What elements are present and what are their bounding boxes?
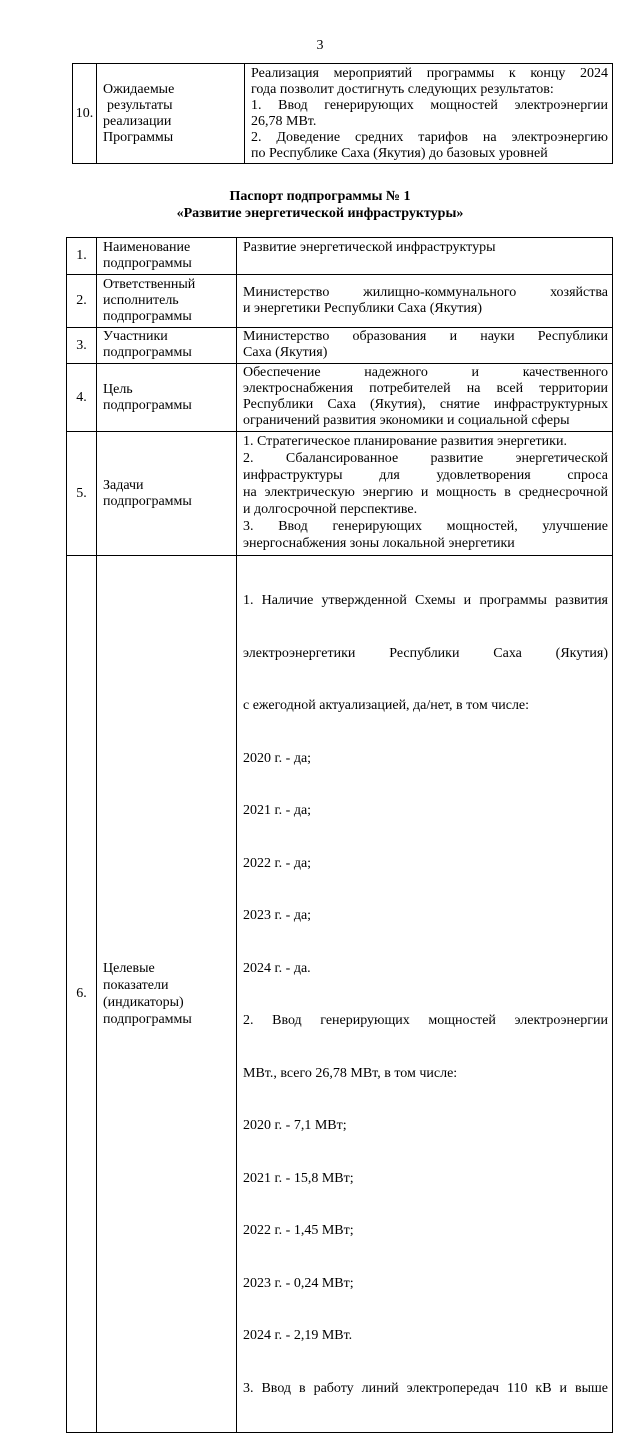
page-number: 3 <box>316 38 324 53</box>
name-line: подпрограммы <box>103 1012 192 1027</box>
name-line: Цель <box>103 381 133 397</box>
program-passport-table-continuation <box>72 63 613 164</box>
row-content <box>237 432 613 556</box>
content-line: и долгосрочной перспективе. <box>243 502 418 517</box>
row-name <box>97 275 237 328</box>
table-row <box>67 328 613 364</box>
content-line: Саха (Якутия) <box>243 345 328 360</box>
content-line: Республики Саха (Якутия), снятие инфраструктурных <box>243 397 608 412</box>
content-line: и энергетики Республики Саха (Якутия) <box>243 301 483 316</box>
row-name <box>97 364 237 432</box>
subprogram-passport-table <box>66 237 613 1433</box>
content-line: года позволит достигнуть следующих результатов: <box>251 82 554 97</box>
name-line: исполнитель <box>103 293 179 308</box>
passport-title-line1: Паспорт подпрограммы № 1 <box>229 189 411 204</box>
content-line: 1. Стратегическое планирование развития энергетики. <box>243 434 567 449</box>
table-row <box>67 364 613 432</box>
content-line: Развитие энергетической инфраструктуры <box>243 240 496 255</box>
row-content <box>237 275 613 328</box>
table-row <box>67 556 613 1433</box>
content-line: 2020 г. - да; <box>243 750 312 766</box>
content-line: 2022 г. - да; <box>243 855 312 871</box>
content-line: 1. Ввод генерирующих мощностей электроэнергии <box>251 98 608 113</box>
content-line: 2021 г. - да; <box>243 803 312 818</box>
content-line: инфраструктуры для удовлетворения спроса <box>243 468 608 483</box>
content-line: электроэнергетики Республики Саха (Якутия) <box>243 645 608 661</box>
row-number: 5. <box>67 432 97 556</box>
content-line: 2. Доведение средних тарифов на электроэнергию <box>251 130 608 145</box>
content-line: 3. Ввод генерирующих мощностей, улучшение <box>243 519 608 534</box>
name-line: Программы <box>103 129 174 145</box>
content-line: 2023 г. - 0,24 МВт; <box>243 1275 354 1291</box>
row-content <box>237 238 613 275</box>
name-line: подпрограммы <box>103 345 192 360</box>
row-content <box>237 556 613 1433</box>
row-content <box>237 364 613 432</box>
content-line: 3. Ввод в работу линий электропередач 110 кВ и выше <box>243 1380 608 1396</box>
content-line: 2024 г. - 2,19 МВт. <box>243 1328 353 1343</box>
content-line: электроснабжения потребителей на всей территории <box>243 381 608 396</box>
row-number: 3. <box>67 328 97 364</box>
content-line: 2020 г. - 7,1 МВт; <box>243 1118 347 1133</box>
name-line: Участники <box>103 329 168 344</box>
name-line: показатели <box>103 978 169 993</box>
row-name <box>97 556 237 1433</box>
name-line: подпрограммы <box>103 397 192 413</box>
content-line: Реализация мероприятий программы к концу 2024 <box>251 66 608 81</box>
content-line: энергоснабжения зоны локальной энергетики <box>243 536 515 551</box>
name-line: Ответственный <box>103 277 196 292</box>
content-line: Министерство жилищно-коммунального хозяйства <box>243 285 608 300</box>
content-line: МВт., всего 26,78 МВт, в том числе: <box>243 1065 458 1081</box>
name-line: Целевые <box>103 961 155 976</box>
content-line: с ежегодной актуализацией, да/нет, в том числе: <box>243 698 530 713</box>
content-line: ограничений развития экономики и социальной сферы <box>243 413 570 428</box>
row-name <box>97 64 245 164</box>
row-name <box>97 328 237 364</box>
row-number: 10. <box>73 64 97 164</box>
name-line: (индикаторы) <box>103 995 184 1010</box>
content-line: 2024 г. - да. <box>243 960 311 976</box>
row-number: 6. <box>67 556 97 1433</box>
name-line: результаты <box>107 97 173 113</box>
content-line: 26,78 МВт. <box>251 114 317 129</box>
row-content <box>245 64 613 164</box>
row-number: 4. <box>67 364 97 432</box>
table-row <box>67 432 613 556</box>
content-line: на электрическую энергию и мощность в среднесрочной <box>243 485 608 500</box>
passport-title-line2: «Развитие энергетической инфраструктуры» <box>176 206 464 221</box>
content-line: 2021 г. - 15,8 МВт; <box>243 1170 354 1186</box>
name-line: Ожидаемые <box>103 81 175 97</box>
name-line: подпрограммы <box>103 493 192 509</box>
table-row <box>73 64 613 164</box>
name-line: Задачи <box>103 477 144 493</box>
passport-title <box>0 188 640 222</box>
name-line: Наименование <box>103 240 191 255</box>
content-line: по Республике Саха (Якутия) до базовых уровней <box>251 146 548 161</box>
name-line: реализации <box>103 113 172 129</box>
content-line: 2023 г. - да; <box>243 908 312 923</box>
row-content <box>237 328 613 364</box>
table-row <box>67 275 613 328</box>
table-row <box>67 238 613 275</box>
row-name <box>97 432 237 556</box>
content-line: 2022 г. - 1,45 МВт; <box>243 1223 354 1238</box>
content-line: Министерство образования и науки Республики <box>243 329 608 344</box>
name-line: подпрограммы <box>103 309 192 324</box>
name-line: подпрограммы <box>103 256 192 271</box>
row-number: 1. <box>67 238 97 275</box>
row-name <box>97 238 237 275</box>
content-line: 1. Наличие утвержденной Схемы и программы развития <box>243 593 608 608</box>
content-line: Обеспечение надежного и качественного <box>243 365 608 380</box>
content-line: 2. Ввод генерирующих мощностей электроэнергии <box>243 1013 608 1028</box>
row-number: 2. <box>67 275 97 328</box>
content-line: 2. Сбалансированное развитие энергетической <box>243 451 608 466</box>
